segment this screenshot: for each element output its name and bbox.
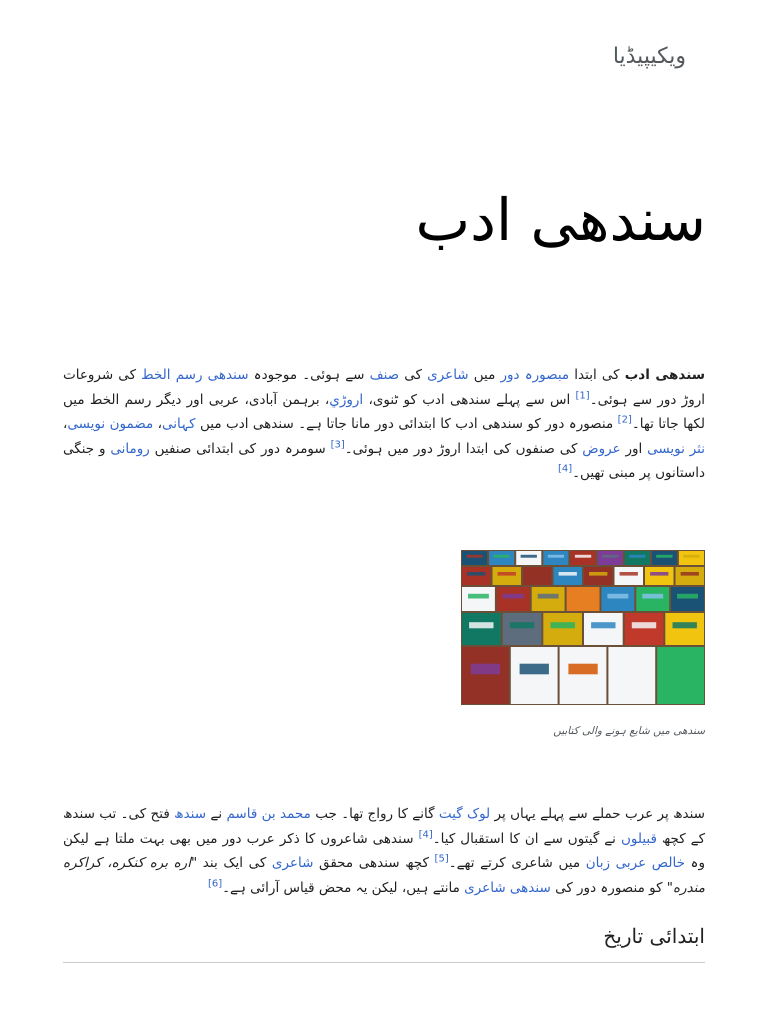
book-cover-title-band [681, 572, 699, 576]
link-sindh[interactable]: سندھ [174, 806, 207, 822]
link-sindhi-script[interactable]: سندھی رسم الخط [141, 367, 249, 383]
link-folk-song[interactable]: لوک گیت [438, 806, 491, 822]
link-story[interactable]: کہانی [162, 416, 196, 432]
text: کی ایک بند [197, 855, 272, 871]
book-cover [516, 551, 541, 565]
book-cover-title-band [503, 594, 524, 599]
link-muhammad-bin-qasim[interactable]: محمد بن قاسم [226, 806, 311, 822]
book-cover-title-band [617, 664, 646, 675]
figure [461, 550, 705, 737]
book-cover-title-band [568, 664, 597, 675]
link-genre[interactable]: صنف [369, 367, 400, 383]
book-cover [608, 647, 655, 704]
link-prose-writing[interactable]: نثر نویسی [647, 440, 706, 457]
book-cover [543, 613, 582, 645]
text: سے ہوئی۔ موجودہ [248, 367, 370, 383]
books-illustration [461, 550, 705, 705]
bold-title: سندھی ادب [624, 367, 705, 383]
book-cover-title-band [607, 594, 628, 599]
book-cover [584, 613, 623, 645]
book-cover [615, 567, 644, 585]
book-cover-title-band [510, 622, 534, 628]
text: کچھ سندھی محقق [313, 855, 435, 871]
book-cover [657, 647, 704, 704]
book-cover-title-band [528, 572, 546, 576]
text: کی صنفوں کی ابتدا اروڑ دور میں ہوئی۔ [344, 440, 583, 457]
intro-paragraph [63, 363, 705, 486]
book-cover [489, 551, 514, 565]
book-cover-title-band [620, 572, 638, 576]
book-cover-title-band [548, 555, 564, 558]
page-title: سندھی ادب [415, 186, 706, 254]
link-poetry[interactable]: شاعری [427, 367, 469, 383]
book-cover-title-band [494, 555, 510, 558]
book-cover-title-band [642, 594, 663, 599]
book-cover [601, 587, 634, 611]
ref-6[interactable]: [6] [207, 878, 223, 889]
book-cover [645, 567, 674, 585]
book-cover [532, 587, 565, 611]
book-cover [493, 567, 522, 585]
link-romantic[interactable]: رومانی [110, 440, 150, 457]
text: مانتے ہیں، لیکن یہ محض قیاس آرائی ہے۔ [222, 879, 465, 896]
wikipedia-brand[interactable]: ویکیپیڈیا [612, 44, 686, 69]
book-cover-title-band [650, 572, 668, 576]
link-essay-writing[interactable]: مضمون نویسی [67, 416, 154, 432]
book-cover-title-band [551, 622, 575, 628]
book-cover [625, 551, 650, 565]
book-cover [543, 551, 568, 565]
book-cover-title-band [602, 555, 618, 558]
poem-quote: "اره بره کنکره، کراکره مندره" [63, 855, 705, 896]
book-cover [625, 613, 664, 645]
history-paragraph [63, 802, 705, 900]
ref-3[interactable]: [3] [330, 439, 345, 450]
text: کی شروعات اروڑ دور سے ہوئی۔ [63, 367, 705, 408]
text: نے [206, 806, 227, 822]
text: نے گیتوں سے ان کا استقبال کیا۔ [432, 830, 621, 847]
text: منصورہ دور کو سندھی ادب کا ابتدائی دور مانا جاتا ہے۔ سندھی ادب میں [195, 416, 618, 432]
ref-4b[interactable]: [4] [418, 829, 433, 840]
text: فتح کی۔ تب سندھ کے کچھ [63, 806, 705, 847]
text: ، برہمن آبادی، عربی اور دیگر رسم الخط میں لکھا جاتا تھا۔ [63, 391, 705, 432]
text: کو منصورہ دور کی [550, 879, 667, 896]
link-poetry-2[interactable]: شاعری [271, 855, 314, 871]
book-cover [497, 587, 530, 611]
book-cover-title-band [498, 572, 516, 576]
link-tribes[interactable]: قبیلوں [620, 830, 657, 847]
book-cover-title-band [677, 594, 698, 599]
text: و جنگی داستانوں پر مبنی تھیں۔ [63, 440, 705, 481]
book-cover-title-band [573, 594, 594, 599]
book-cover [665, 613, 704, 645]
book-cover-title-band [559, 572, 577, 576]
book-cover [462, 587, 495, 611]
ref-5[interactable]: [5] [434, 853, 449, 865]
text: سندھ پر عرب حملے سے پہلے یہاں پر [490, 806, 705, 822]
text: میں شاعری کرتے تھے۔ [448, 855, 586, 871]
book-cover-title-band [468, 594, 489, 599]
book-cover [560, 647, 607, 704]
book-cover-title-band [589, 572, 607, 576]
book-cover-title-band [466, 555, 482, 558]
figure-caption: سندھی میں شایع ہونے والی کتابیں [553, 725, 705, 737]
ref-4[interactable]: [4] [557, 463, 573, 475]
book-cover [636, 587, 669, 611]
book-cover [523, 567, 552, 585]
book-cover-title-band [521, 555, 537, 558]
book-cover-title-band [591, 622, 615, 628]
text: اس سے پہلے سندھی ادب کو ٹنوی، [363, 391, 576, 408]
book-cover-title-band [520, 664, 549, 675]
text: ، [153, 416, 163, 432]
book-cover [679, 551, 704, 565]
text: گانے کا رواج تھا۔ جب [310, 806, 439, 822]
link-arozi[interactable]: اروڑي [329, 391, 364, 408]
book-cover-title-band [575, 555, 591, 558]
link-pure-arabic[interactable]: خالص عربی زبان [585, 855, 685, 871]
book-cover [511, 647, 558, 704]
book-cover [462, 551, 487, 565]
book-cover-title-band [666, 664, 695, 675]
text: کی ابتدا [569, 367, 625, 383]
book-cover [598, 551, 623, 565]
book-cover-title-band [629, 555, 645, 558]
book-cover [584, 567, 613, 585]
book-cover [462, 567, 491, 585]
link-sindhi-poetry[interactable]: سندھی شاعری [464, 879, 551, 896]
section-heading: ابتدائی تاریخ [63, 924, 705, 963]
book-cover-title-band [632, 622, 656, 628]
link-mansura-era[interactable]: مبصورہ دور [500, 367, 570, 383]
link-prosody[interactable]: عروض [582, 440, 621, 457]
book-cover-title-band [683, 555, 699, 558]
book-cover [554, 567, 583, 585]
book-cover-title-band [656, 555, 672, 558]
book-cover-title-band [538, 594, 559, 599]
book-cover [570, 551, 595, 565]
book-cover [671, 587, 704, 611]
text: میں [468, 367, 501, 383]
book-cover [567, 587, 600, 611]
book-cover [503, 613, 542, 645]
books-image[interactable] [461, 550, 705, 705]
text: کی [399, 367, 428, 383]
book-cover-title-band [469, 622, 493, 628]
book-cover [462, 647, 509, 704]
book-cover-title-band [471, 664, 500, 675]
book-cover-title-band [467, 572, 485, 576]
ref-1[interactable]: [1] [575, 390, 590, 401]
text: اور [620, 440, 648, 457]
book-cover-title-band [673, 622, 697, 628]
book-cover [676, 567, 705, 585]
book-cover [462, 613, 501, 645]
text: سومرہ دور کی ابتدائی صنفیں [149, 440, 331, 457]
book-cover [652, 551, 677, 565]
ref-2[interactable]: [2] [617, 414, 632, 426]
text: سندھی شاعروں کا ذکر عرب دور میں بھی بہت ملتا ہے لیکن وہ [63, 830, 705, 871]
text: ، [63, 416, 68, 432]
